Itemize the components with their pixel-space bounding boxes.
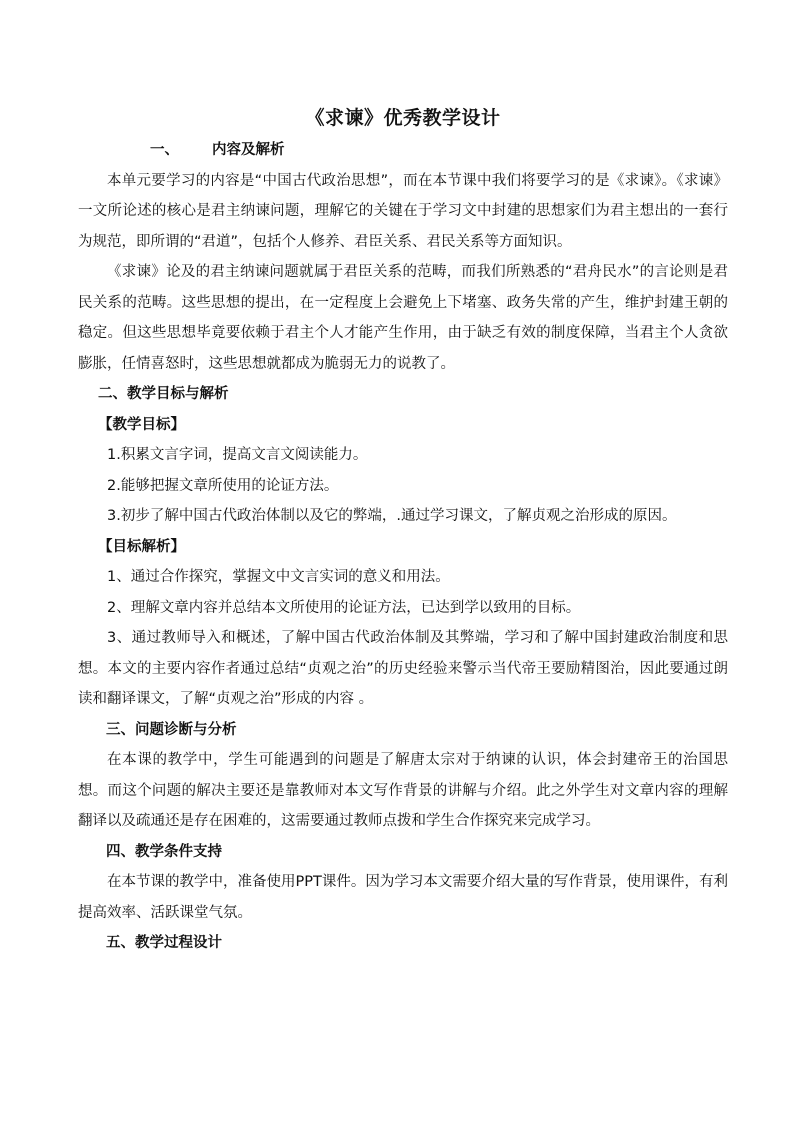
section-5-heading: 五、教学过程设计 [106,935,222,951]
goal-item-3: 3.初步了解中国古代政治体制以及它的弊端，.通过学习课文，了解贞观之治形成的原因。 [107,508,677,524]
analysis-item-1: 1、通过合作探究，掌握文中文言实词的意义和用法。 [107,569,450,585]
section-1-paragraph-1: 本单元要学习的内容是“中国古代政治思想”，而在本节课中我们将要学习的是《求谏》。《求谏》一文所论述的核心是君主纳谏问题，理解它的关键在于学习文中封建的思想家们为君主想出的一套行为规范，即所谓的“君道”，包括个人修养、君臣关系、君民关系等方面知识。 [78,172,728,250]
goal-item-2: 2.能够把握文章所使用的论证方法。 [107,477,339,494]
document-title: 《求谏》优秀教学设计 [305,107,501,129]
section-1-heading [78,135,728,166]
section-1-number: 一、 [150,142,179,158]
document-body [78,101,728,959]
goal-item-1: 1.积累文言字词，提高文言文阅读能力。 [107,447,368,463]
section-4-paragraph: 在本节课的教学中，准备使用PPT课件。因为学习本文需要介绍大量的写作背景，使用课件，有利提高效率、活跃课堂气氛。 [78,874,728,921]
section-3-heading: 三、问题诊断与分析 [106,721,237,738]
goals-label: 【教学目标】 [98,416,185,433]
analysis-item-3: 3、通过教师导入和概述，了解中国古代政治体制及其弊端，学习和了解中国封建政治制度和思想。本文的主要内容作者通过总结“贞观之治”的历史经验来警示当代帝王要励精图治，因此要通过朗读和翻译课文，了解“贞观之治”形成的内容 。 [78,630,728,707]
section-2-heading: 二、教学目标与解析 [98,386,229,402]
analysis-item-2: 2、理解文章内容并总结本文所使用的论证方法，已达到学以致用的目标。 [107,599,581,616]
section-4-heading: 四、教学条件支持 [106,843,222,860]
section-3-paragraph: 在本课的教学中，学生可能遇到的问题是了解唐太宗对于纳谏的认识，体会封建帝王的治国思想。而这个问题的解决主要还是靠教师对本文写作背景的讲解与介绍。此之外学生对文章内容的理解翻译以及疏通还是存在困难的，这需要通过教师点拨和学生合作探究来完成学习。 [78,752,728,829]
section-1-title: 内容及解析 [212,142,285,158]
analysis-label: 【目标解析】 [98,538,185,555]
section-1-paragraph-2: 《求谏》论及的君主纳谏问题就属于君臣关系的范畴，而我们所熟悉的“君舟民水”的言论则是君民关系的范畴。这些思想的提出，在一定程度上会避免上下堵塞、政务失常的产生，维护封建王朝的稳定。但这些思想毕竟要依赖于君主个人才能产生作用，由于缺乏有效的制度保障，当君主个人贪欲膨胀，任情喜怒时，这些思想就都成为脆弱无力的说教了。 [78,264,728,372]
